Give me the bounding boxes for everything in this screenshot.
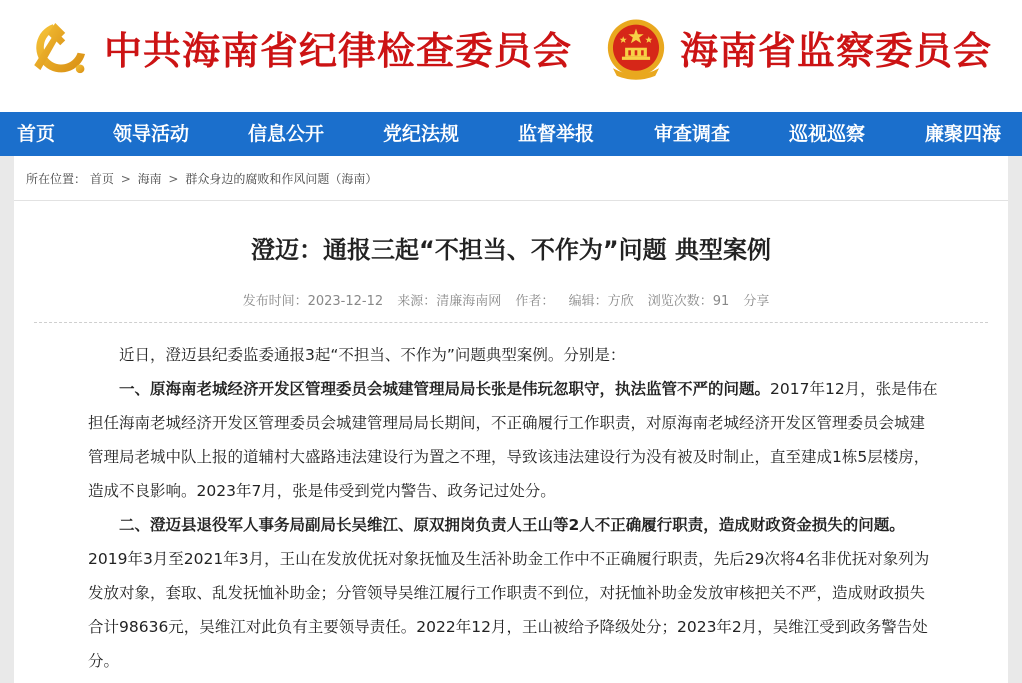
site-header — [0, 0, 1022, 112]
case-heading: 一、原海南老城经济开发区管理委员会城建管理局局长张是伟玩忽职守，执法监管不严的问题。 — [119, 380, 771, 398]
article-page — [14, 156, 1008, 683]
nav-regulations[interactable]: 党纪法规 — [383, 123, 460, 145]
nav-home[interactable]: 首页 — [17, 123, 56, 145]
article-paragraph — [88, 508, 938, 678]
article-body — [88, 338, 938, 678]
share-button[interactable]: 分享 — [743, 294, 770, 309]
paragraph-text: 2019年3月至2021年3月，王山在发放优抚对象抚恤及生活补助金工作中不正确履行职责，先后29次将4名非优抚对象列为发放对象，套取、乱发抚恤补助金；分管领导吴维江履行工作职责不到位，对抚恤补助金发放审核把关不严，造成财政损失合计98636元，吴维江对此负有主要领导责任。2022年12月，王山被给予降级处分；2023年2月，吴维江受到政务警告处分。 — [88, 550, 930, 670]
article-paragraph — [88, 338, 938, 372]
breadcrumb-separator: > — [120, 172, 131, 186]
commission-name: 中共海南省纪律检查委员会 — [104, 28, 573, 73]
breadcrumb-prefix: 所在位置： — [26, 172, 87, 186]
breadcrumb-hainan[interactable]: 海南 — [137, 172, 162, 186]
breadcrumb-category[interactable]: 群众身边的腐败和作风问题（海南） — [185, 172, 378, 186]
article-source: 来源：清廉海南网 — [397, 294, 502, 309]
breadcrumb-separator: > — [168, 172, 179, 186]
nav-investigation[interactable]: 审查调查 — [654, 123, 731, 145]
main-nav — [0, 112, 1022, 156]
paragraph-text: 近日，澄迈县纪委监委通报3起“不担当、不作为”问题典型案例。分别是： — [119, 346, 626, 364]
nav-inspection[interactable]: 巡视巡察 — [789, 123, 866, 145]
supervision-commission-name: 海南省监察委员会 — [680, 28, 993, 73]
paragraph-text: 2017年12月，张是伟在担任海南老城经济开发区管理委员会城建管理局局长期间，不正确履行工作职责，对原海南老城经济开发区管理委员会城建管理局老城中队上报的道辅村大盛路违法建设行为置之不理，导致该违法建设行为没有被及时制止，直至建成1栋5层楼房，造成不良影响。2023年7月，张是伟受到党内警告、政务记过处分。 — [88, 380, 938, 500]
nav-integrity[interactable]: 廉聚四海 — [925, 123, 1002, 145]
article-paragraph — [88, 372, 938, 508]
case-heading: 二、澄迈县退役军人事务局副局长吴维江、原双拥岗负责人王山等2人不正确履行职责，造成财政资金损失的问题。 — [119, 516, 905, 534]
nav-report[interactable]: 监督举报 — [518, 123, 595, 145]
nav-leadership[interactable]: 领导活动 — [113, 123, 190, 145]
article-title: 澄迈：通报三起“不担当、不作为”问题 典型案例 — [251, 236, 771, 264]
divider — [34, 322, 988, 323]
article-editor: 编辑：方欣 — [568, 294, 634, 309]
national-emblem-icon — [604, 15, 668, 83]
article-meta — [14, 290, 1008, 309]
breadcrumb-home[interactable]: 首页 — [89, 172, 114, 186]
hammer-sickle-emblem-icon — [28, 18, 90, 80]
view-count: 浏览次数：91 — [647, 294, 730, 309]
article-author: 作者： — [515, 294, 555, 309]
divider — [14, 200, 1008, 201]
nav-disclosure[interactable]: 信息公开 — [248, 123, 325, 145]
publish-date: 发布时间：2023-12-12 — [242, 294, 384, 309]
breadcrumb — [26, 170, 377, 187]
